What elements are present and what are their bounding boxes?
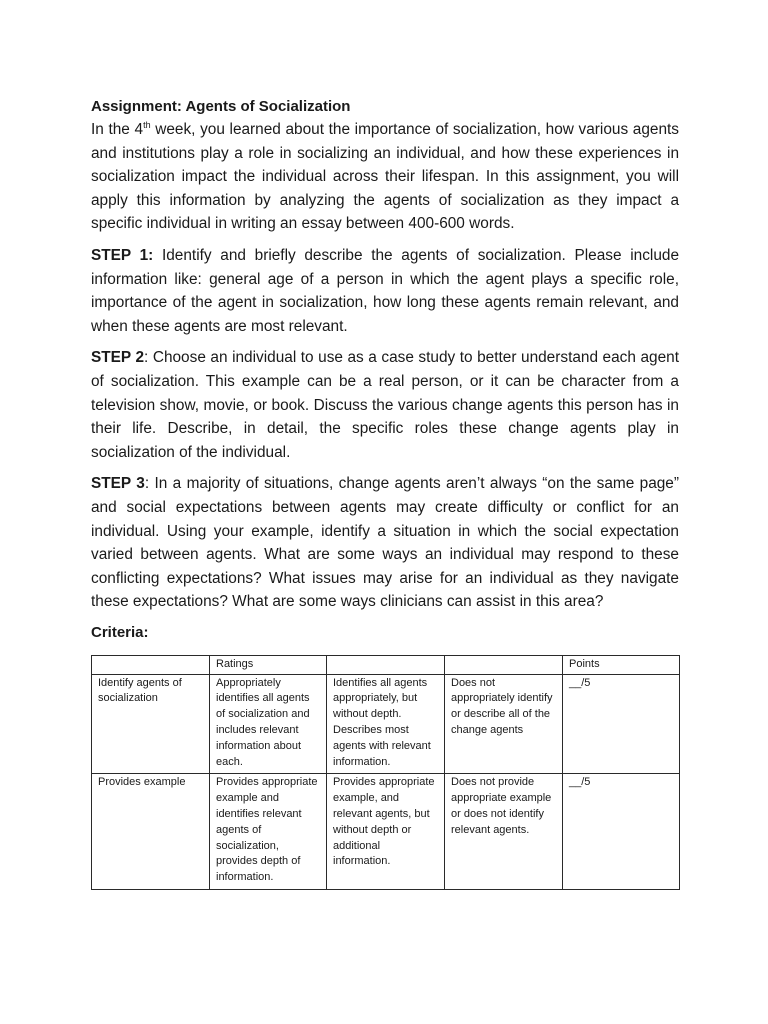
header-blank-3	[445, 655, 563, 674]
intro-text-rest: week, you learned about the importance of socialization, how various agents and institutions play a role in socializing an individual, and how these experiences in socialization impact the individual across their lifespan. In this assignment, you will apply this information by analyzing the agents of socialization as they impact a specific individual in writing an essay between 400-600 words.	[91, 121, 680, 233]
intro-paragraph	[91, 118, 679, 236]
step-1-paragraph	[91, 244, 679, 338]
rating-cell: Does not appropriately identify or describe all of the change agents	[445, 674, 563, 774]
step-1-label: STEP 1:	[91, 246, 154, 264]
header-blank-2	[327, 655, 445, 674]
step-3-paragraph	[91, 472, 679, 614]
step-3-text: : In a majority of situations, change agents aren’t always “on the same page” and social expectations between agents may create difficulty or conflict for an individual. Using your example, identify a situation in which the social expectation varied between agents. What are some ways an individual may respond to these conflicting expectations? What issues may arise for an individual as they navigate these expectations? What are some ways clinicians can assist in this area?	[91, 475, 679, 611]
assignment-title: Assignment: Agents of Socialization	[91, 98, 351, 115]
step-3-label: STEP 3	[91, 475, 145, 493]
criteria-table	[91, 655, 680, 890]
step-2-paragraph	[91, 346, 679, 464]
header-ratings: Ratings	[210, 655, 327, 674]
document-page	[91, 96, 679, 890]
criterion-cell: Provides example	[92, 774, 210, 890]
rating-cell: Provides appropriate example and identifies relevant agents of socialization, provides depth of information.	[210, 774, 327, 890]
intro-text-start: In the 4	[91, 121, 144, 138]
intro-superscript: th	[143, 119, 151, 130]
table-row	[92, 674, 680, 774]
step-2-text: : Choose an individual to use as a case study to better understand each agent of socialization. This example can be a real person, or it can be character from a television show, movie, or book. Discuss the various change agents this person has in their life. Describe, in detail, the specific roles these change agents play in socialization of the individual.	[91, 349, 679, 461]
rating-cell: Appropriately identifies all agents of socialization and includes relevant information about each.	[210, 674, 327, 774]
table-header-row	[92, 655, 680, 674]
header-points: Points	[563, 655, 680, 674]
step-1-text: Identify and briefly describe the agents of socialization. Please include information like: general age of a person in which the agent plays a specific role, importance of the agent in socialization, how long these agents remain relevant, and when these agents are most relevant.	[91, 246, 680, 335]
header-criterion	[92, 655, 210, 674]
points-cell: __/5	[563, 774, 680, 890]
rating-cell: Does not provide appropriate example or does not identify relevant agents.	[445, 774, 563, 890]
criteria-heading: Criteria:	[91, 623, 149, 641]
step-2-label: STEP 2	[91, 349, 145, 367]
points-cell: __/5	[563, 674, 680, 774]
table-row	[92, 774, 680, 890]
rating-cell: Identifies all agents appropriately, but without depth. Describes most agents with relevant information.	[327, 674, 445, 774]
rating-cell: Provides appropriate example, and relevant agents, but without depth or additional information.	[327, 774, 445, 890]
criterion-cell: Identify agents of socialization	[92, 674, 210, 774]
